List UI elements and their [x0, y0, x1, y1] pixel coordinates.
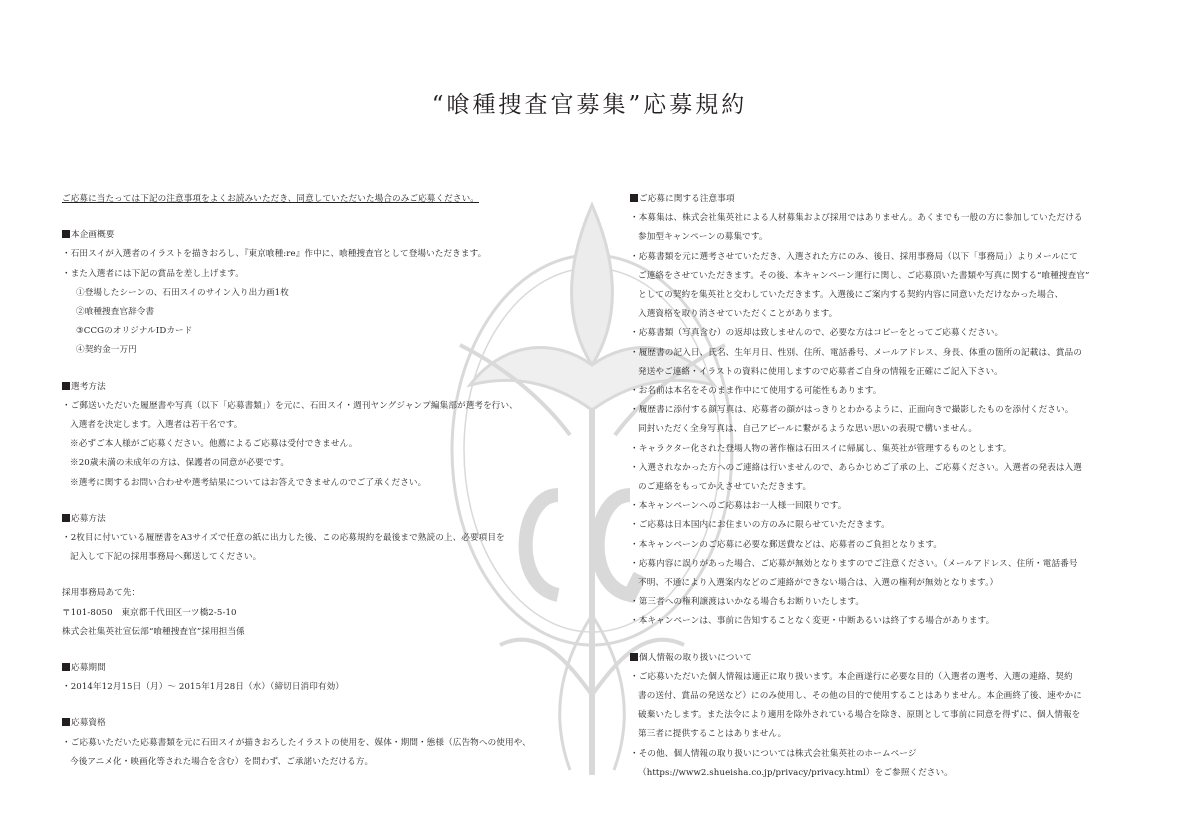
square-bullet-icon — [630, 194, 638, 202]
note-line: ※選考に関するお問い合わせや選考結果についてはお答えできませんのでご了承ください。 — [70, 477, 427, 488]
text-line: ・キャラクター化された登場人物の著作権は石田スイに帰属し、集英社が管理するものとします。 — [630, 443, 1012, 454]
text-line: としての契約を集英社と交わしていただきます。入選後にご案内する契約内容に同意いただけなかった場合、 — [638, 290, 1064, 301]
section-heading: 本企画概要 — [62, 226, 582, 245]
intro-notice: ご応募に当たっては下記の注意事項をよくお読みいただき、同意していただいた場合のみご応募ください。 — [62, 194, 479, 204]
section-heading: ご応募に関する注意事項 — [630, 190, 1130, 209]
square-bullet-icon — [62, 718, 70, 726]
text-line: ・ご郵送いただいた履歴書や写真（以下「応募書類」）を元に、石田スイ・週刊ヤングジャンプ編集部が選考を行い、 — [62, 400, 518, 411]
section-overview — [62, 226, 582, 360]
section-eligibility — [62, 714, 582, 772]
text-line: のご連絡をもってかえさせていただきます。 — [638, 482, 812, 493]
address-postal: 〒101-8050 東京都千代田区一ツ橋2-5-10 — [62, 607, 237, 618]
text-line: ・履歴書に添付する顔写真は、応募者の顔がはっきりとわかるように、正面向きで撮影したものを添付ください。 — [630, 405, 1074, 416]
address-recipient: 株式会社集英社宣伝部“喰種捜査官”採用担当係 — [62, 626, 245, 637]
text-line: 発送やご連絡・イラストの資料に使用しますので応募者ご自身の情報を正確にご記入下さい。 — [638, 366, 1003, 377]
text-line: ・応募書類（写真含む）の返却は致しませんので、必要な方はコピーをとってご応募ください。 — [630, 328, 1004, 339]
square-bullet-icon — [62, 514, 70, 522]
text-line: 第三者に提供することはありません。 — [638, 729, 787, 740]
address-block — [62, 584, 582, 642]
privacy-url: （https://www2.shueisha.co.jp/privacy/privacy.html）をご参照ください。 — [638, 767, 953, 778]
square-bullet-icon — [62, 382, 70, 390]
square-bullet-icon — [62, 230, 70, 238]
text-line: ・2014年12月15日（月）～ 2015年1月28日（水）（締切日消印有効） — [62, 682, 345, 693]
text-line: ・お名前は本名をそのまま作中にて使用する可能性もあります。 — [630, 386, 882, 397]
note-line: ※必ずご本人様がご応募ください。他薦によるご応募は受付できません。 — [70, 439, 358, 450]
text-line: 不明、不通により入選案内などのご連絡ができない場合は、入選の権利が無効となります。） — [638, 578, 999, 589]
address-label: 採用事務局あて先： — [62, 588, 141, 599]
text-line: ・ご応募いただいた個人情報は適正に取り扱います。本企画遂行に必要な目的（入選者の選考、入選の連絡、契約 — [630, 671, 1073, 682]
page-title: “喰種捜査官募集”応募規約 — [431, 92, 748, 118]
text-line: 書の送付、賞品の発送など）にのみ使用し、その他の目的で使用することはありません。本企画終了後、速やかに — [638, 691, 1082, 702]
section-notes — [630, 190, 1130, 632]
right-column — [630, 190, 1130, 800]
section-heading: 選考方法 — [62, 378, 582, 397]
text-line: ・第三者への権利譲渡はいかなる場合もお断りいたします。 — [630, 597, 865, 608]
text-line: ・履歴書の記入日、氏名、生年月日、性別、住所、電話番号、メールアドレス、身長、体重の箇所の記載は、賞品の — [630, 347, 1082, 358]
note-line: ※20歳未満の未成年の方は、保護者の同意が必要です。 — [70, 458, 290, 469]
square-bullet-icon — [62, 663, 70, 671]
section-selection — [62, 378, 582, 493]
left-column — [62, 190, 582, 789]
prize-item: ③CCGのオリジナルIDカード — [76, 326, 193, 337]
section-heading: 応募期間 — [62, 659, 582, 678]
text-line: ・本キャンペーンへのご応募はお一人様一回限りです。 — [630, 501, 847, 512]
text-line: 参加型キャンペーンの募集です。 — [638, 232, 768, 243]
text-line: ・応募書類を元に選考させていただき、入選された方にのみ、後日、採用事務局（以下「事務局」）よりメールにて — [630, 251, 1078, 262]
text-line: ・2枚目に付いている履歴書をA3サイズで任意の紙に出力した後、この応募規約を最後まで熟読の上、必要項目を — [62, 533, 505, 544]
text-line: 今後アニメ化・映画化等された場合を含む）を問わず、ご承諾いただける方。 — [70, 756, 374, 767]
section-heading: 応募方法 — [62, 510, 582, 529]
text-line: ・石田スイが入選者のイラストを描きおろし、『東京喰種:re』作中に、喰種捜査官として登場いただきます。 — [62, 249, 487, 260]
text-line: ご連絡をさせていただきます。その後、本キャンペーン運行に関し、ご応募頂いた書類や写真に関する“喰種捜査官” — [638, 270, 1090, 281]
text-line: ・本募集は、株式会社集英社による人材募集および採用ではありません。あくまでも一般の方に参加していただける — [630, 213, 1083, 224]
text-line: ・ご応募は日本国内にお住まいの方のみに限らせていただきます。 — [630, 520, 890, 531]
text-line: ・また入選者には下記の賞品を差し上げます。 — [62, 268, 244, 279]
section-privacy — [630, 649, 1130, 783]
text-line: ・応募内容に誤りがあった場合、ご応募が無効となりますのでご注意ください。（メールアドレス、住所・電話番号 — [630, 558, 1078, 569]
text-line: ・ご応募いただいた応募書類を元に石田スイが描きおろしたイラストの使用を、媒体・期間・態様（広告物への使用や、 — [62, 737, 531, 748]
square-bullet-icon — [630, 653, 638, 661]
text-line: 記入して下記の採用事務局へ郵送してください。 — [70, 552, 262, 563]
prize-item: ④契約金一万円 — [76, 345, 137, 356]
section-heading: 応募資格 — [62, 714, 582, 733]
text-line: 同封いただく全身写真は、自己アピールに繋がるような思い思いの表現で構いません。 — [638, 424, 978, 435]
text-line: ・入選されなかった方へのご連絡は行いませんので、あらかじめご了承の上、ご応募ください。入選者の発表は入選 — [630, 462, 1082, 473]
text-line: ・本キャンペーンは、事前に告知することなく変更・中断あるいは終了する場合があります。 — [630, 616, 995, 627]
section-heading: 個人情報の取り扱いについて — [630, 649, 1130, 668]
text-line: 破棄いたします。また法令により適用を除外されている場合を除き、原則として事前に同意を得ずに、個人情報を — [638, 710, 1081, 721]
text-line: 入選資格を取り消させていただくことがあります。 — [638, 309, 838, 320]
prize-item: ①登場したシーンの、石田スイのサイン入り出力画1枚 — [76, 287, 289, 298]
section-period — [62, 659, 582, 697]
section-application-method — [62, 510, 582, 568]
text-line: ・本キャンペーンのご応募に必要な郵送費などは、応募者のご負担となります。 — [630, 539, 943, 550]
text-line: ・その他、個人情報の取り扱いについては株式会社集英社のホームページ — [630, 748, 917, 759]
text-line: 入選者を決定します。入選者は若干名です。 — [70, 420, 243, 431]
prize-item: ②喰種捜査官辞令書 — [76, 307, 155, 318]
